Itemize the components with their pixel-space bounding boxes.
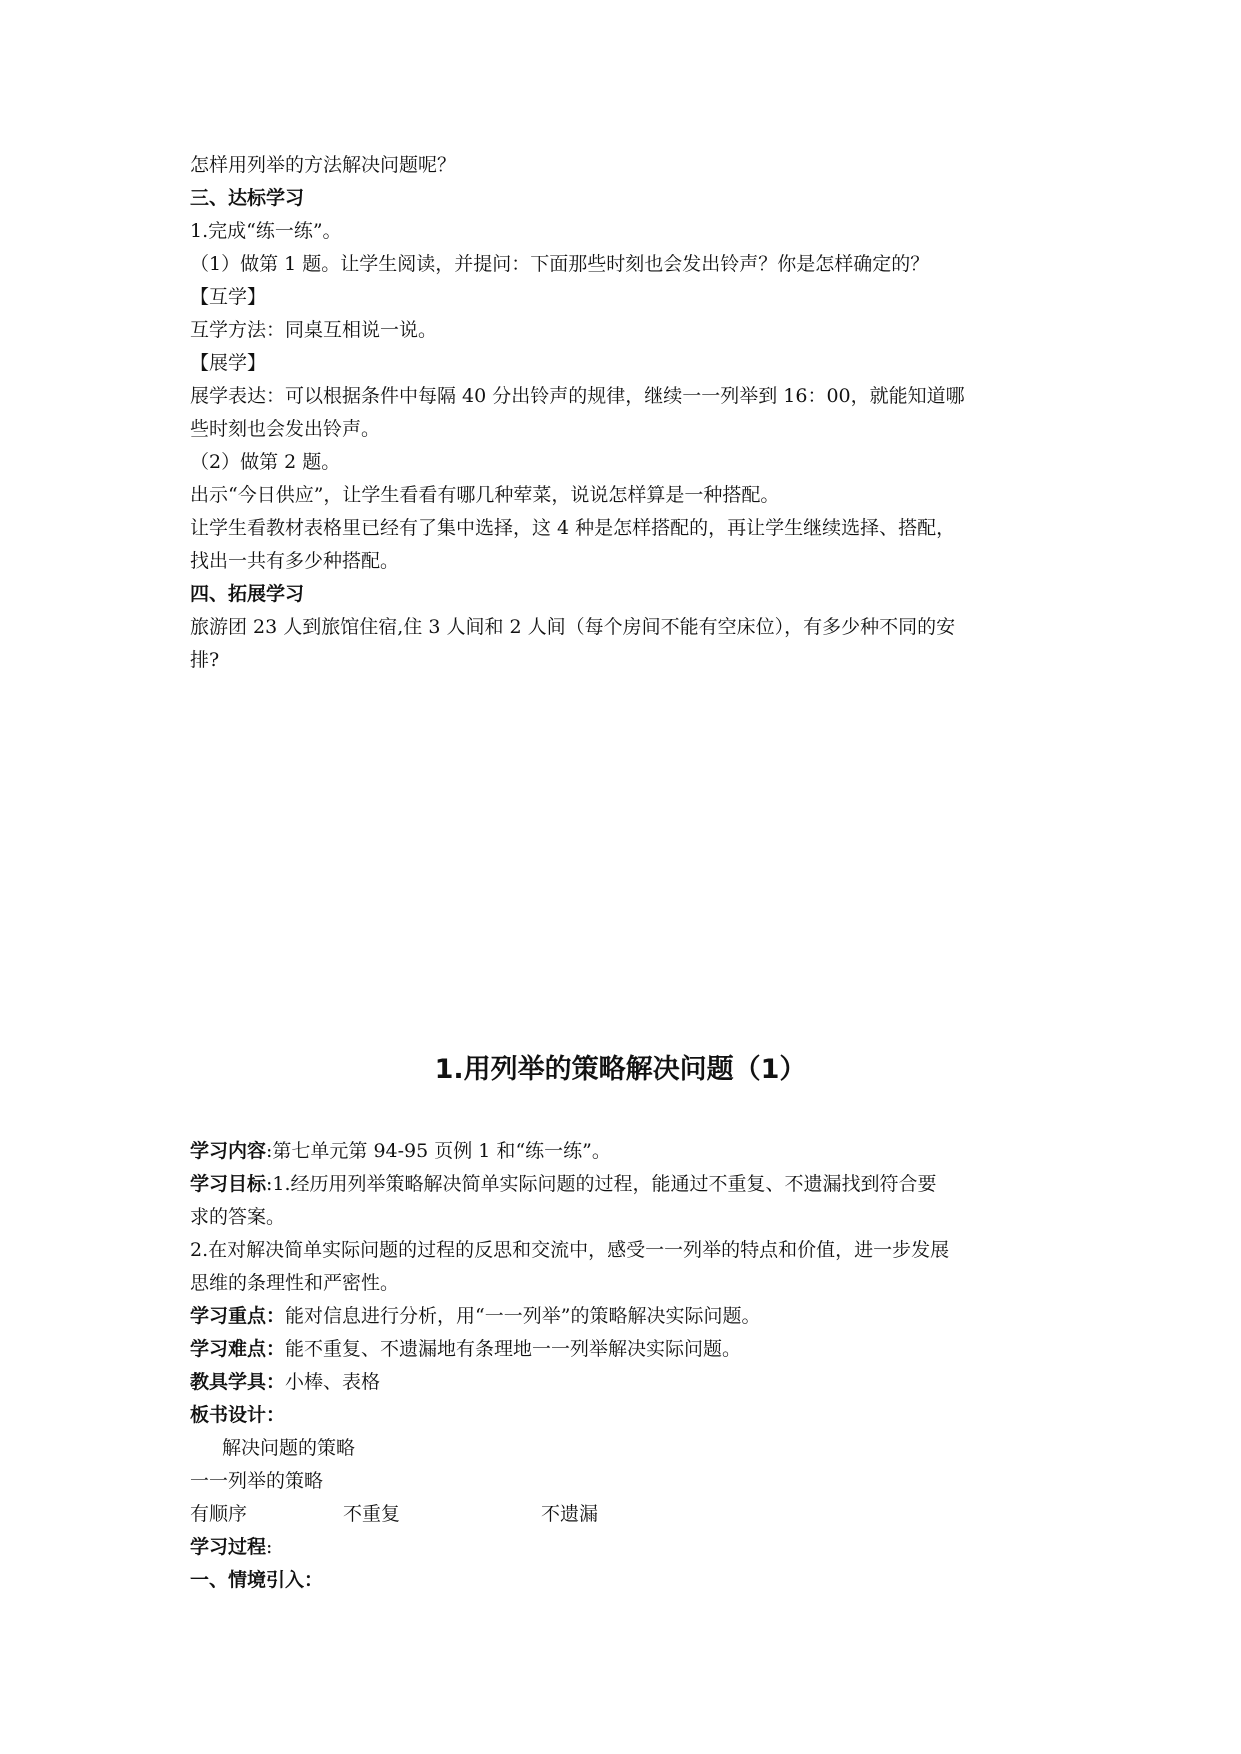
goal-label: 学习目标 [190,1173,267,1195]
question-2: （2）做第 2 题。 [190,451,341,473]
process-colon: : [266,1536,273,1558]
process-label: 学习过程 [190,1536,267,1558]
board-line-2: 一一列举的策略 [190,1470,324,1492]
mutual-learning-method: 互学方法：同桌互相说一说。 [190,319,438,341]
goal-row [190,1171,937,1197]
board-col-no-omission: 不遗漏 [541,1503,599,1525]
goal-text-2: 求的答案。 [190,1206,286,1228]
key-point-label: 学习重点： [190,1305,286,1327]
extension-line-1: 旅游团 23 人到旅馆住宿,住 3 人间和 2 人间（每个房间不能有空床位），有多少种不同的安 [190,616,956,638]
practice-item: 1.完成“练一练”。 [190,220,342,242]
lesson-title: 1.用列举的策略解决问题（1） [434,1054,807,1085]
show-learning-label: 【展学】 [190,352,267,374]
goal-text-3: 2.在对解决简单实际问题的过程的反思和交流中，感受一一列举的特点和价值，进一步发展 [190,1239,950,1261]
key-point-row [190,1303,760,1329]
key-point-text: 能对信息进行分析，用“一一列举”的策略解决实际问题。 [285,1305,761,1327]
goal-text-4: 思维的条理性和严密性。 [190,1272,400,1294]
goal-text-1: :1.经历用列举策略解决简单实际问题的过程，能通过不重复、不遗漏找到符合要 [266,1173,937,1195]
content-text: :第七单元第 94-95 页例 1 和“练一练”。 [266,1140,611,1162]
board-col-no-repeat: 不重复 [343,1503,401,1525]
tools-label: 教具学具： [190,1371,286,1393]
process-row [190,1534,272,1560]
section4-heading: 四、拓展学习 [190,583,305,605]
difficulty-label: 学习难点： [190,1338,286,1360]
intro-question: 怎样用列举的方法解决问题呢？ [190,154,457,176]
question-1: （1）做第 1 题。让学生阅读，并提问：下面那些时刻也会发出铃声？你是怎样确定的？ [190,253,930,275]
section3-heading: 三、达标学习 [190,187,305,209]
tools-text: 小棒、表格 [285,1371,381,1393]
extension-line-2: 排? [190,649,220,671]
content-row [190,1138,611,1164]
board-line-1: 解决问题的策略 [222,1437,356,1459]
show-learning-line-1: 展学表达：可以根据条件中每隔 40 分出铃声的规律，继续一一列举到 16：00，就能知道哪 [190,385,965,407]
question-2-line-3: 找出一共有多少种搭配。 [190,550,400,572]
difficulty-row [190,1336,741,1362]
mutual-learning-label: 【互学】 [190,286,267,308]
board-col-ordered: 有顺序 [190,1503,248,1525]
difficulty-text: 能不重复、不遗漏地有条理地一一列举解决实际问题。 [285,1338,742,1360]
question-2-line-1: 出示“今日供应”，让学生看看有哪几种荤菜，说说怎样算是一种搭配。 [190,484,780,506]
question-2-line-2: 让学生看教材表格里已经有了集中选择，这 4 种是怎样搭配的，再让学生继续选择、搭配， [190,517,956,539]
tools-row [190,1369,380,1395]
show-learning-line-2: 些时刻也会发出铃声。 [190,418,381,440]
board-design-label: 板书设计： [190,1404,286,1426]
content-label: 学习内容 [190,1140,267,1162]
section1-heading: 一、情境引入： [190,1569,324,1591]
